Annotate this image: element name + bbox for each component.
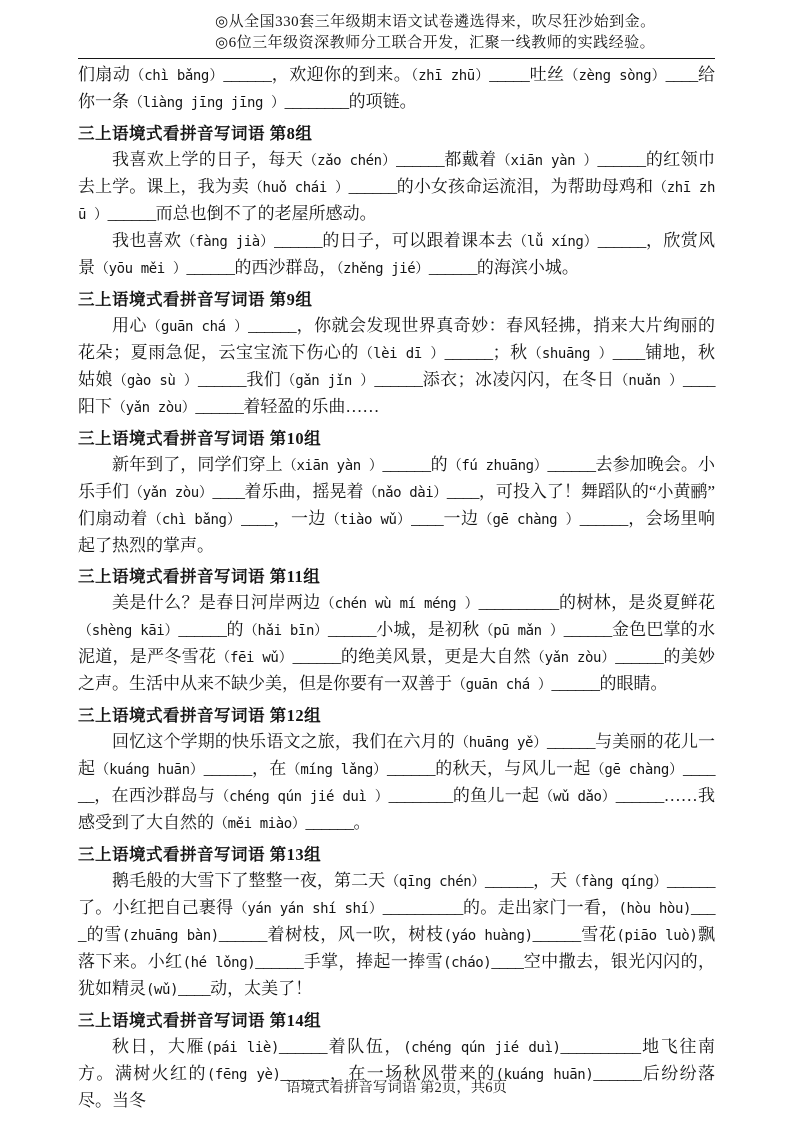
page-header [78,12,715,54]
exercise-paragraph: 我也喜欢（fàng jià）______的日子，可以跟着课本去（lǚ xíng）______，欣赏风景（yōu měi ）______的西沙群岛，（zhěng jié）______的海滨小城。 [78,231,716,277]
exercise-paragraph: 秋日，大雁(pái liè)______着队伍，(chéng qún jié duì)__________地飞往南方。满树火红的(fēng yè)______，在一场秋风带来的(kuáng huān)______后纷纷落尽。当冬 [78,1037,716,1110]
exercise-paragraph: 鹅毛般的大雪下了整整一夜，第二天（qīng chén）______，天（fàng qíng）______了。小红把自己裹得（yán yán shí shí）__________的。走出家门一看，(hòu hòu)____的雪(zhuāng bàn)______着树枝，风一吹，树枝(yáo huàng)______雪花(piāo luò)飘落下来。小红(hé lǒng)______手掌，捧起一捧雪(cháo)____空中撒去，银光闪闪的，犹如精灵(wǔ)____动，太美了！ [78,871,716,998]
header-note-1: ◎从全国330套三年级期末语文试卷遴选得来，吹尽狂沙始到金。 [215,14,656,30]
exercise-paragraph: 用心（guān chá ）______，你就会发现世界真奇妙：春风轻拂，捎来大片绚丽的花朵；夏雨急促，云宝宝流下伤心的（lèi dī ）______；秋（shuāng ）____铺地，秋姑娘（gào sù ）______我们（gǎn jǐn ）______添衣；冰凌闪闪，在冬日（nuǎn ）____阳下（yǎn zòu）______着轻盈的乐曲…… [78,316,716,416]
section-heading-group12: 三上语境式看拼音写词语 第12组 [78,706,322,725]
exercise-paragraph: 我喜欢上学的日子，每天（zǎo chén）______都戴着（xiān yàn ）______的红领巾去上学。课上，我为卖（huǒ chái ）______的小女孩命运流泪，为帮助母鸡和（zhī zhū ）______而总也倒不了的老屋所感动。 [78,150,716,223]
exercise-paragraph: 美是什么？是春日河岸两边（chén wù mí méng ）__________的树林，是炎夏鲜花（shèng kāi）______的（hǎi bīn）______小城，是初秋（pū mǎn ）______金色巴掌的水泥道，是严冬雪花（fēi wǔ）______的绝美风景，更是大自然（yǎn zòu）______的美妙之声。生活中从来不缺少美，但是你要有一双善于（guān chá ）______的眼睛。 [78,593,716,693]
header-note-2: ◎6位三年级资深教师分工联合开发，汇聚一线教师的实践经验。 [215,35,656,51]
page-footer: 语境式看拼音写词语 第2页，共6页 [285,1080,508,1096]
continuation-paragraph: 们扇动（chì bǎng）______，欢迎你的到来。（zhī zhū）_____吐丝（zèng sòng）____给你一条（liàng jīng jīng ）________的项链。 [78,65,716,111]
section-heading-group10: 三上语境式看拼音写词语 第10组 [78,429,322,448]
header-divider [78,58,715,59]
section-heading-group8: 三上语境式看拼音写词语 第8组 [78,124,313,143]
section-heading-group14: 三上语境式看拼音写词语 第14组 [78,1011,322,1030]
section-heading-group11: 三上语境式看拼音写词语 第11组 [78,567,321,586]
section-heading-group9: 三上语境式看拼音写词语 第9组 [78,290,313,309]
exercise-paragraph: 回忆这个学期的快乐语文之旅，我们在六月的（huāng yě）______与美丽的花儿一起（kuáng huān）______，在（míng lǎng）______的秋天，与风儿一起（gē chàng）______，在西沙群岛与（chéng qún jié duì ）________的鱼儿一起（wǔ dǎo）______……我感受到了大自然的（měi miào）______。 [78,732,716,832]
section-heading-group13: 三上语境式看拼音写词语 第13组 [78,845,322,864]
exercise-paragraph: 新年到了，同学们穿上（xiān yàn ）______的（fú zhuāng）______去参加晚会。小乐手们（yǎn zòu）____着乐曲，摇晃着（nǎo dài）____，可投入了！舞蹈队的“小黄鹂”们扇动着（chì bǎng）____，一边（tiào wǔ）____一边（gē chàng ）______，会场里响起了热烈的掌声。 [78,455,716,555]
